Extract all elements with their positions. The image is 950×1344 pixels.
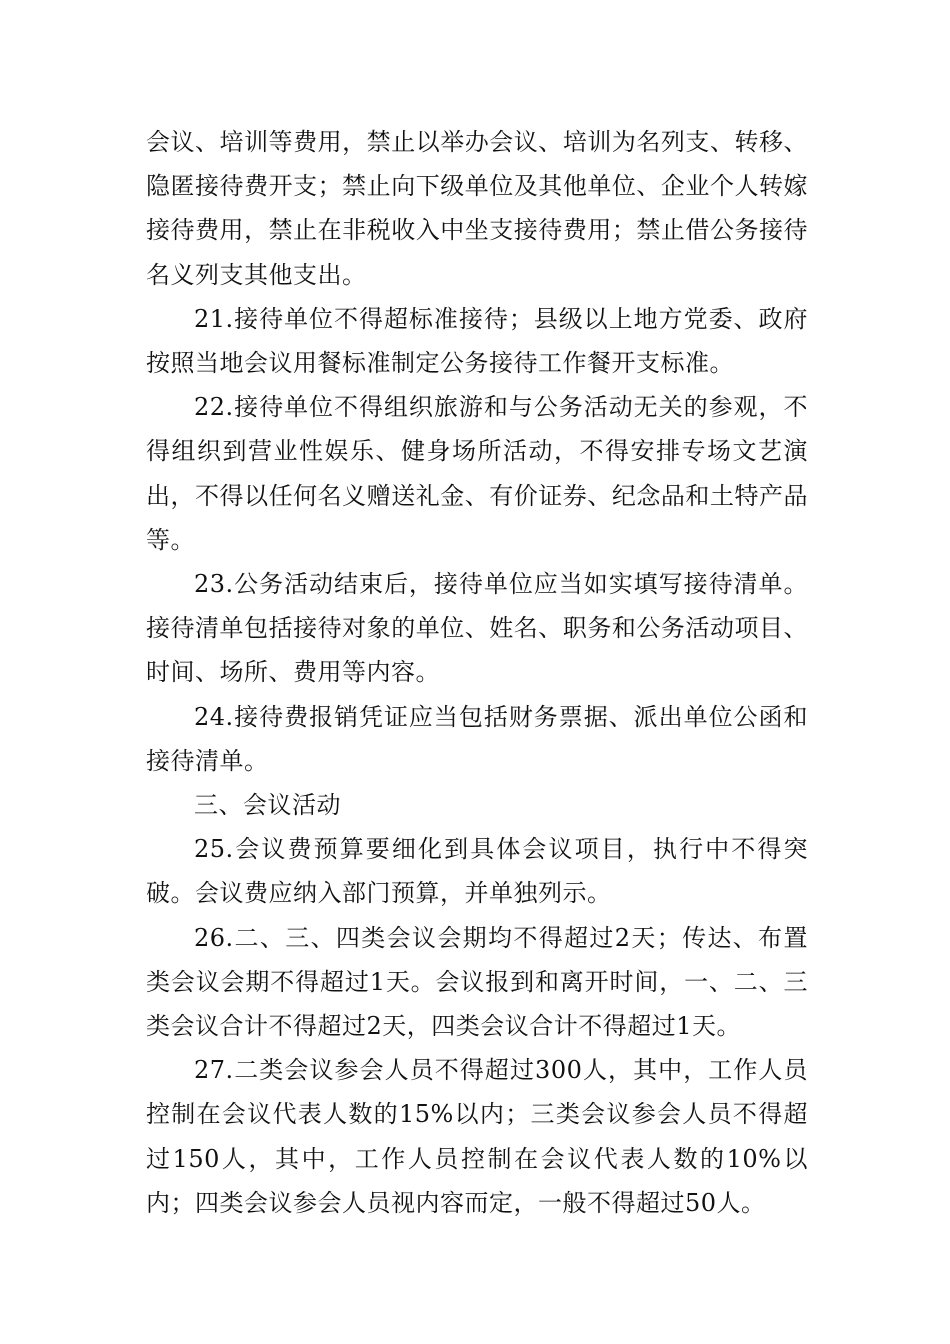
paragraph-item-25: 25.会议费预算要细化到具体会议项目，执行中不得突破。会议费应纳入部门预算，并单独列示。 — [146, 835, 808, 908]
paragraph-continuation: 会议、培训等费用，禁止以举办会议、培训为名列支、转移、隐匿接待费开支；禁止向下级单位及其他单位、企业个人转嫁接待费用，禁止在非税收入中坐支接待费用；禁止借公务接待名义列支其他支出。 — [146, 128, 808, 289]
document-body — [146, 120, 808, 1225]
section-heading-meetings: 三、会议活动 — [194, 791, 341, 820]
paragraph-item-24: 24.接待费报销凭证应当包括财务票据、派出单位公函和接待清单。 — [146, 702, 808, 775]
paragraph-item-27: 27.二类会议参会人员不得超过300人，其中，工作人员控制在会议代表人数的15%以内；三类会议参会人员不得超过150人，其中，工作人员控制在会议代表人数的10%以内；四类会议参会人员视内容而定，一般不得超过50人。 — [146, 1056, 808, 1217]
paragraph-item-21: 21.接待单位不得超标准接待；县级以上地方党委、政府按照当地会议用餐标准制定公务接待工作餐开支标准。 — [146, 304, 808, 378]
paragraph-item-26: 26.二、三、四类会议会期均不得超过2天；传达、布置类会议会期不得超过1天。会议报到和离开时间，一、二、三类会议合计不得超过2天，四类会议合计不得超过1天。 — [146, 923, 808, 1041]
paragraph-item-23: 23.公务活动结束后，接待单位应当如实填写接待清单。接待清单包括接待对象的单位、姓名、职务和公务活动项目、时间、场所、费用等内容。 — [146, 570, 808, 687]
paragraph-item-22: 22.接待单位不得组织旅游和与公务活动无关的参观，不得组织到营业性娱乐、健身场所活动，不得安排专场文艺演出，不得以任何名义赠送礼金、有价证券、纪念品和土特产品等。 — [146, 393, 808, 554]
